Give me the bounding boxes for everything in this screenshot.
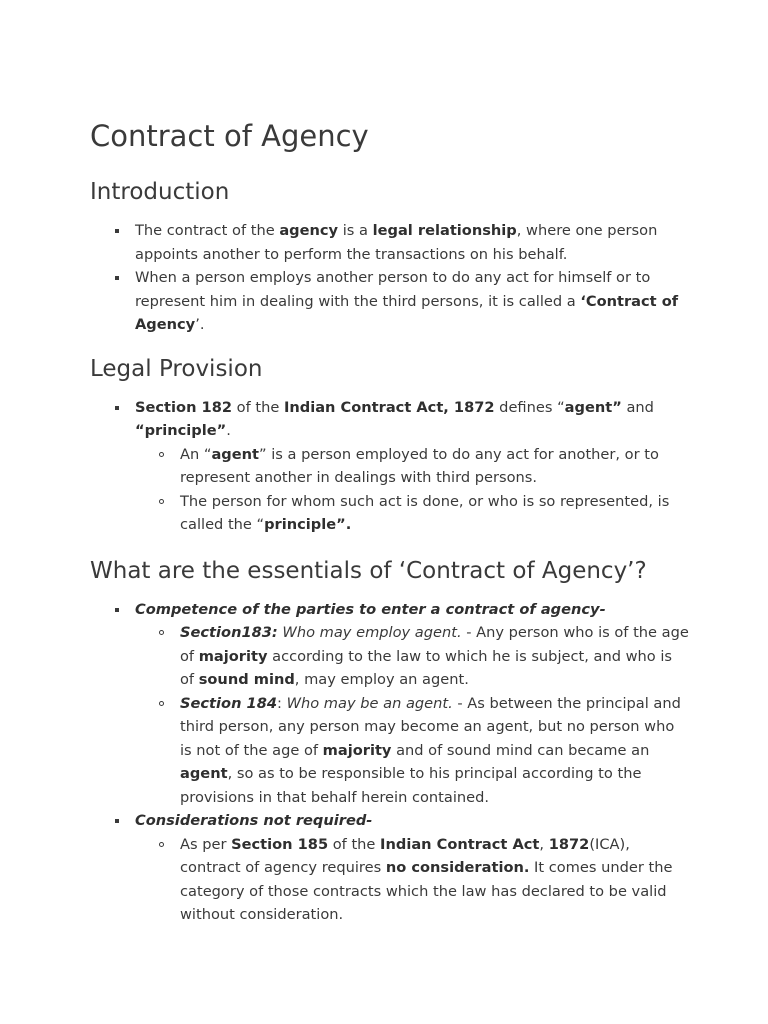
list-item: Competence of the parties to enter a contract of agency- Section183: Who may employ agent. - Any person who is of the age of majority according to the law to which he is subject, and who is of sound mind, may employ an agent. Section 184: Who may be an agent. - As between the principal and third person, any person may become an agent, but no person who is not of the age of majority and of sound mind can became an agent, so as to be responsible to his principal according to the provisions in that behalf herein contained. bbox=[135, 598, 690, 810]
essentials-list bbox=[90, 598, 690, 927]
document-page bbox=[90, 116, 690, 927]
list-item: The contract of the agency is a legal relationship, where one person appoints another to perform the transactions on his behalf. bbox=[135, 219, 690, 266]
essentials-sublist bbox=[135, 621, 690, 809]
sub-list-item: Section 184: Who may be an agent. - As between the principal and third person, any person may become an agent, but no person who is not of the age of majority and of sound mind can became an agent, so as to be responsible to his principal according to the provisions in that behalf herein contained. bbox=[180, 692, 690, 810]
essentials-sublist bbox=[135, 833, 690, 927]
list-item: Section 182 of the Indian Contract Act, 1872 defines “agent” and “principle”. An “agent” is a person employed to do any act for another, or to represent another in dealings with third persons. The person for whom such act is done, or who is so represented, is called the “principle”. bbox=[135, 396, 690, 537]
essentials-heading: What are the essentials of ‘Contract of Agency’? bbox=[90, 557, 647, 584]
sub-list-item: Section183: Who may employ agent. - Any person who is of the age of majority according to the law to which he is subject, and who is of sound mind, may employ an agent. bbox=[180, 621, 690, 692]
sub-list-item: The person for whom such act is done, or who is so represented, is called the “principle”. bbox=[180, 490, 690, 537]
list-item: When a person employs another person to do any act for himself or to represent him in dealing with the third persons, it is called a ‘Contract of Agency’. bbox=[135, 266, 690, 337]
legal-provision-list bbox=[90, 396, 690, 537]
legal-provision-heading: Legal Provision bbox=[90, 355, 263, 382]
introduction-heading: Introduction bbox=[90, 179, 230, 205]
legal-provision-sublist bbox=[135, 443, 690, 537]
sub-list-item: An “agent” is a person employed to do any act for another, or to represent another in dealings with third persons. bbox=[180, 443, 690, 490]
page-title: Contract of Agency bbox=[90, 119, 369, 153]
sub-list-item: As per Section 185 of the Indian Contract Act, 1872(ICA), contract of agency requires no consideration. It comes under the category of those contracts which the law has declared to be valid without consideration. bbox=[180, 833, 690, 927]
list-item: Considerations not required- As per Section 185 of the Indian Contract Act, 1872(ICA), contract of agency requires no consideration. It comes under the category of those contracts which the law has declared to be valid without consideration. bbox=[135, 809, 690, 927]
introduction-list bbox=[90, 219, 690, 337]
